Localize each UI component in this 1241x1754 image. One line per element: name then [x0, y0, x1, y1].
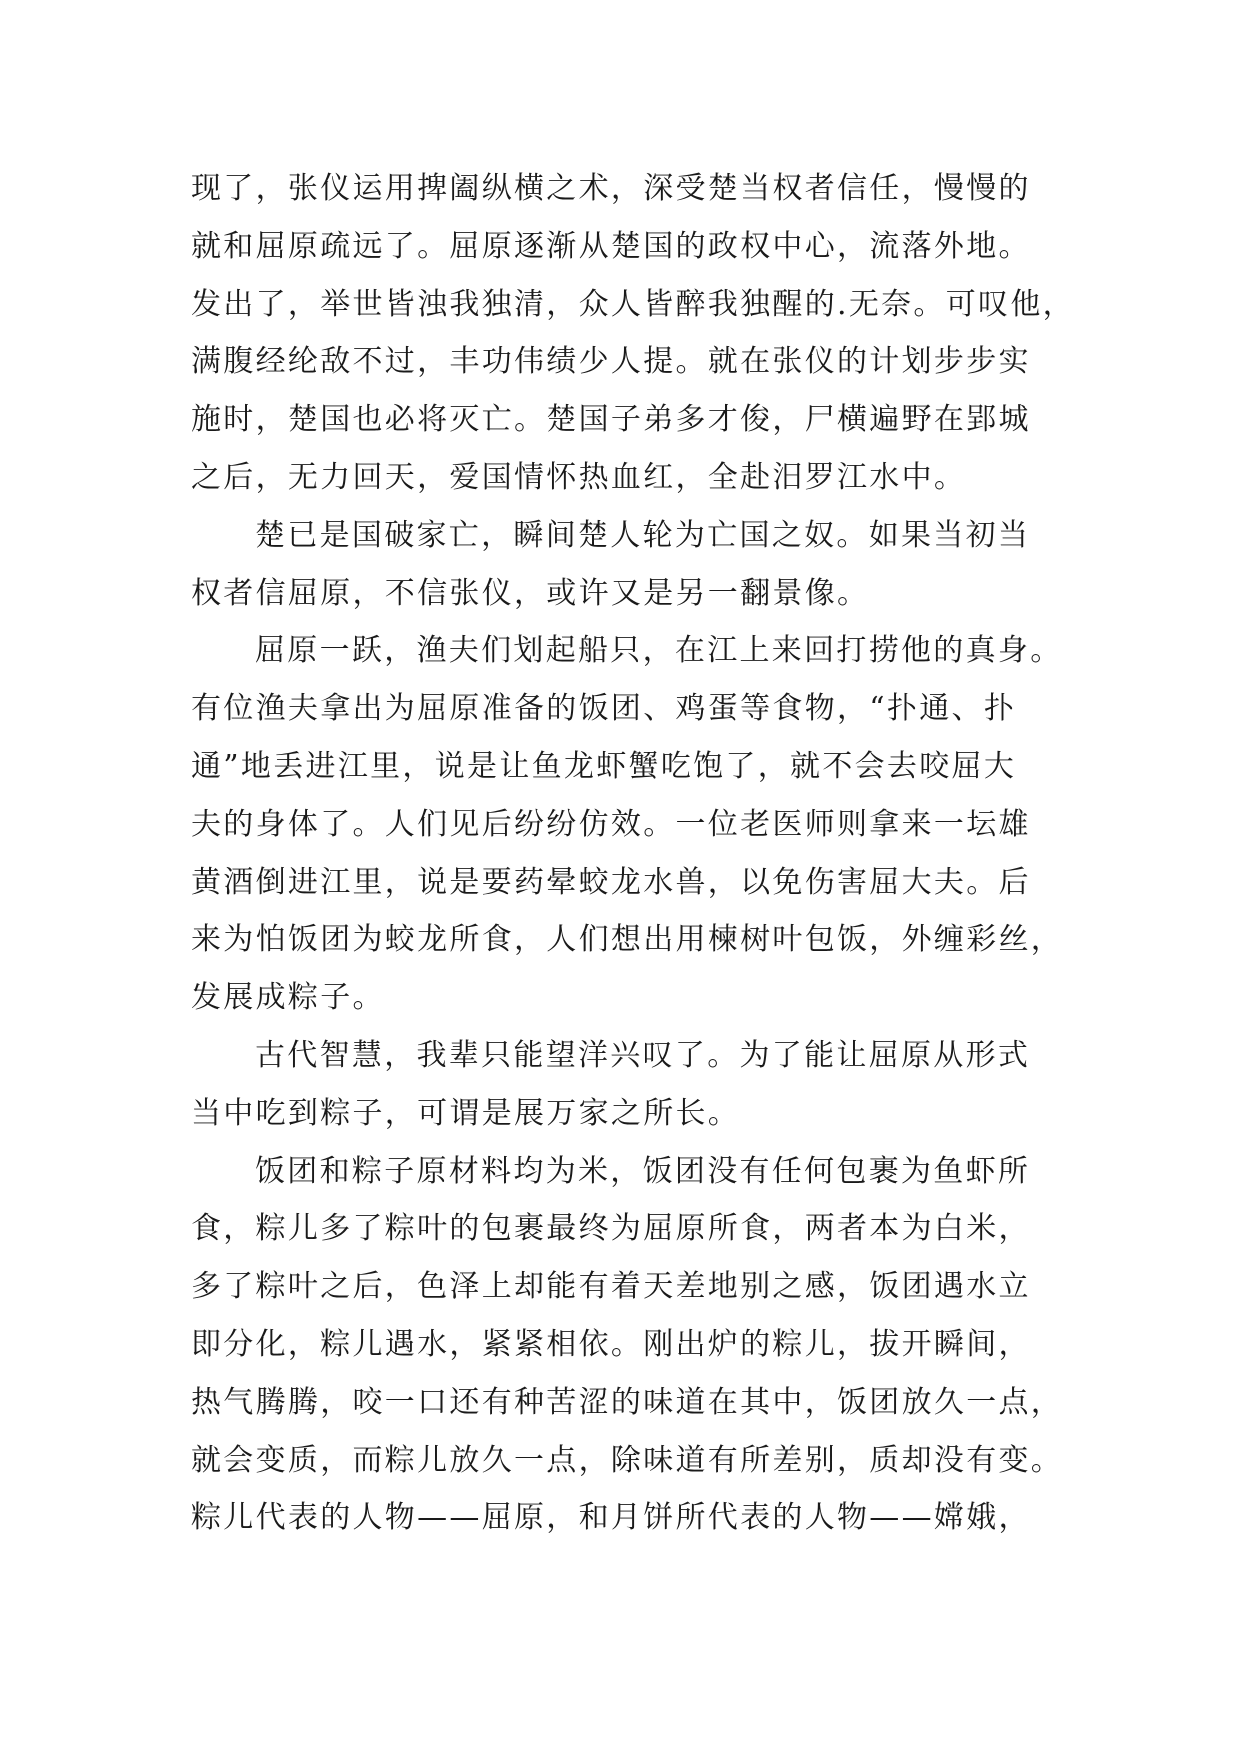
paragraph-first-line: 古代智慧，我辈只能望洋兴叹了。为了能让屈原从形式 [255, 1037, 1031, 1073]
text-line: 黄酒倒进江里，说是要药晕蛟龙水兽，以免伤害屈大夫。后 [191, 864, 1031, 900]
text-line: 即分化，粽儿遇水，紧紧相依。刚出炉的粽儿，拔开瞬间， [191, 1326, 1031, 1362]
text-line: 通”地丢进江里，说是让鱼龙虾蟹吃饱了，就不会去咬屈大 [191, 748, 1017, 784]
paragraph-first-line: 屈原一跃，渔夫们划起船只，在江上来回打捞他的真身。 [255, 633, 1063, 669]
text-line: 施时，楚国也必将灭亡。楚国子弟多才俊，尸横遍野在郢城 [191, 402, 1031, 438]
text-line: 之后，无力回天，爱国情怀热血红，全赴汨罗江水中。 [191, 459, 967, 495]
text-line: 热气腾腾，咬一口还有种苦涩的味道在其中，饭团放久一点， [191, 1384, 1064, 1420]
text-line: 权者信屈原，不信张仪，或许又是另一翻景像。 [191, 575, 870, 611]
text-line: 发展成粽子。 [191, 980, 385, 1016]
text-line: 粽儿代表的人物——屈原，和月饼所代表的人物——嫦娥， [191, 1500, 1031, 1536]
text-line: 有位渔夫拿出为屈原准备的饭团、鸡蛋等食物，“扑通、扑 [191, 691, 1017, 727]
text-line: 来为怕饭团为蛟龙所食，人们想出用楝树叶包饭，外缠彩丝， [191, 922, 1064, 958]
text-line: 发出了，举世皆浊我独清，众人皆醉我独醒的.无奈。可叹他， [191, 286, 1075, 322]
text-line: 当中吃到粽子，可谓是展万家之所长。 [191, 1095, 741, 1131]
text-line: 满腹经纶敌不过，丰功伟绩少人提。就在张仪的计划步步实 [191, 344, 1031, 380]
document-body [191, 160, 1075, 1547]
text-line: 现了，张仪运用捭阖纵横之术，深受楚当权者信任，慢慢的 [191, 171, 1031, 206]
text-line: 夫的身体了。人们见后纷纷仿效。一位老医师则拿来一坛雄 [191, 806, 1031, 842]
text-line: 就和屈原疏远了。屈原逐渐从楚国的政权中心，流落外地。 [191, 228, 1031, 264]
text-line: 就会变质，而粽儿放久一点，除味道有所差别，质却没有变。 [191, 1442, 1064, 1478]
paragraph-first-line: 饭团和粽子原材料均为米，饭团没有任何包裹为鱼虾所 [255, 1153, 1031, 1189]
text-line: 多了粽叶之后，色泽上却能有着天差地别之感，饭团遇水立 [191, 1269, 1031, 1305]
text-line: 食，粽儿多了粽叶的包裹最终为屈原所食，两者本为白米， [191, 1211, 1031, 1247]
paragraph-first-line: 楚已是国破家亡，瞬间楚人轮为亡国之奴。如果当初当 [255, 517, 1031, 553]
